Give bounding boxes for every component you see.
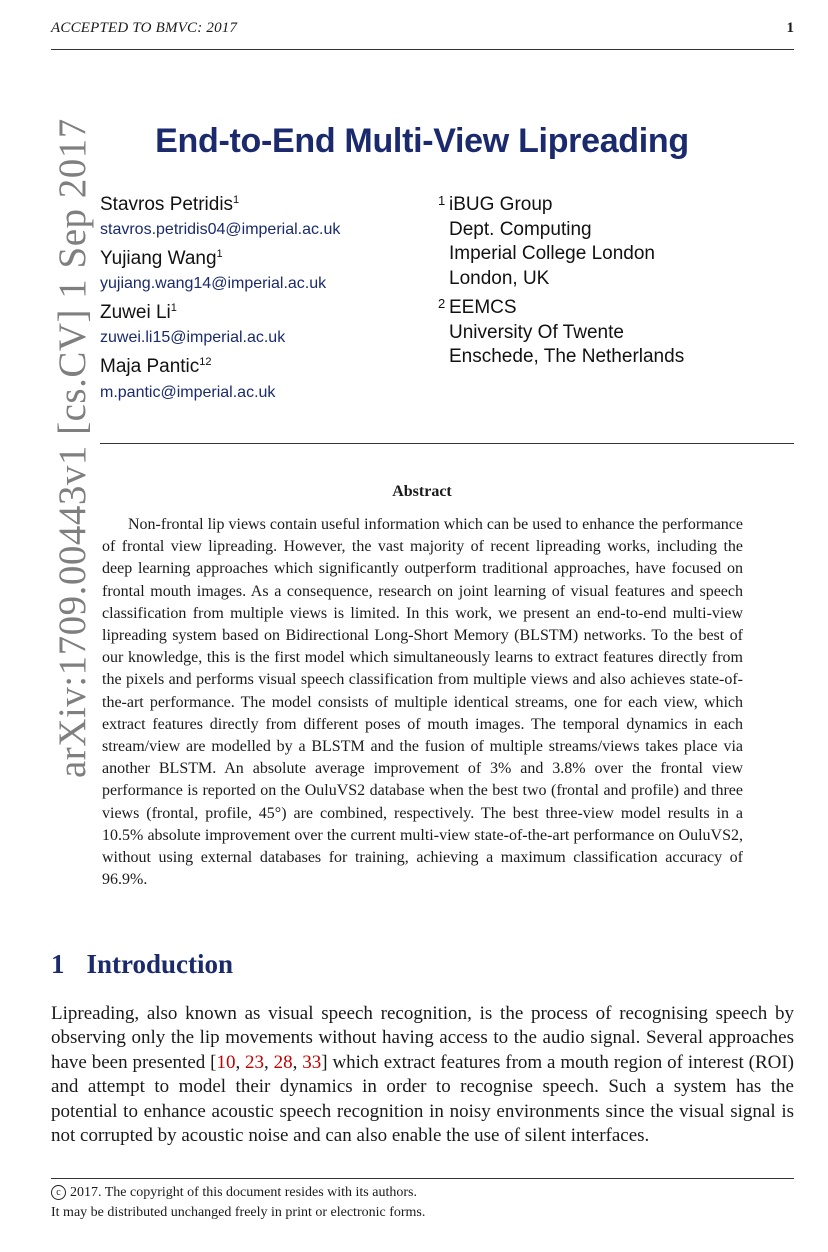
author-name: Maja Pantic$^{12}$ (100, 356, 212, 377)
citation-link[interactable]: 23 (245, 1051, 265, 1073)
intro-paragraph: Lipreading, also known as visual speech recognition, is the process of recognising speech by observing only the lip movements without having access to the audio signal. Several approaches have been presented [10, 23, 28, 33] which extract features from a mouth region of interest (ROI) and attempt to model their dynamics in order to recognise speech. Such a system has the potential to enhance acoustic speech recognition in noisy environments since the visual signal is not corrupted by acoustic noise and can also enable the use of silent interfaces. (51, 1003, 794, 1147)
copyright-line: c 2017. The copyright of this document resides with its authors. (51, 1183, 425, 1203)
author-email[interactable]: yujiang.wang14@imperial.ac.uk (100, 275, 327, 292)
author-name: Stavros Petridis$^1$ (100, 194, 240, 215)
section-title: Introduction (86, 949, 234, 979)
intro-text: ] which extract features from a mouth region of interest (ROI) and attempt to model their dynamics in order to recognise speech. Such a system has the potential to enhance acoustic speech recognition in noisy environments since the visual signal is not corrupted by acoustic noise and can also enable the use of silent interfaces. (51, 1051, 794, 1147)
author-name: Zuwei Li$^1$ (100, 302, 177, 323)
affiliation-line: Dept. Computing (449, 219, 592, 240)
distribution-line: It may be distributed unchanged freely in print or electronic forms. (51, 1205, 426, 1220)
abstract-heading: Abstract (392, 483, 452, 500)
citation-link[interactable]: 28 (273, 1051, 293, 1073)
venue-label: ACCEPTED TO BMVC: 2017 (51, 20, 238, 36)
citation-link[interactable]: 10 (216, 1051, 236, 1073)
paper-title: End-to-End Multi-View Lipreading (155, 122, 689, 160)
affiliation-line: iBUG Group (449, 194, 553, 215)
affiliation-mark: 1 (438, 193, 446, 208)
author-email[interactable]: m.pantic@imperial.ac.uk (100, 384, 276, 401)
author-email[interactable]: zuwei.li15@imperial.ac.uk (100, 329, 286, 346)
citation-link[interactable]: 33 (302, 1051, 322, 1073)
section-heading (51, 949, 233, 980)
copyright-icon: c (51, 1185, 66, 1200)
page-number: 1 (786, 20, 794, 36)
header-rule (51, 49, 794, 50)
section-number: 1 (51, 949, 65, 979)
copyright-footer (51, 1183, 425, 1223)
affiliation-mark: 2 (438, 296, 446, 311)
running-header (51, 20, 794, 44)
affiliation-line: Imperial College London (449, 243, 655, 264)
abstract-text: Non-frontal lip views contain useful information which can be used to enhance the performance of frontal view lipreading. However, the vast majority of recent lipreading works, including the deep learning approaches which significantly outperform traditional approaches, have focused on frontal mouth images. As a consequence, research on joint learning of visual features and speech classification from multiple views is limited. In this work, we present an end-to-end multi-view lipreading system based on Bidirectional Long-Short Memory (BLSTM) networks. To the best of our knowledge, this is the first model which simultaneously learns to extract features directly from the pixels and performs visual speech classification from multiple views and also achieves state-of-the-art performance. The model consists of multiple identical streams, one for each view, which extract features directly from different poses of mouth images. The temporal dynamics in each stream/view are modelled by a BLSTM and the fusion of multiple streams/views takes place via another BLSTM. An absolute average improvement of 3% and 3.8% over the frontal view performance is reported on the OuluVS2 database when the best two (frontal and profile) and three views (frontal, profile, 45°) are combined, respectively. The best three-view model results in a 10.5% absolute improvement over the current multi-view state-of-the-art performance on OuluVS2, without using external databases for training, achieving a maximum classification accuracy of 96.9%. (102, 516, 743, 889)
intro-text: Lipreading, also known as visual speech recognition, is the process of recognising speech by observing only the lip movements without having access to the audio signal. Several approaches have been presented [ (51, 1003, 794, 1073)
abstract-rule (100, 443, 794, 444)
footer-rule (51, 1178, 794, 1179)
arxiv-stamp: arXiv:1709.00443v1 [cs.CV] 1 Sep 2017 (51, 118, 94, 778)
affiliation-line: London, UK (449, 268, 550, 289)
affiliation-line: EEMCS (449, 297, 517, 318)
affiliation-line: Enschede, The Netherlands (449, 346, 685, 367)
author-email[interactable]: stavros.petridis04@imperial.ac.uk (100, 221, 341, 238)
author-name: Yujiang Wang$^1$ (100, 248, 223, 269)
affiliation-line: University Of Twente (449, 322, 624, 343)
